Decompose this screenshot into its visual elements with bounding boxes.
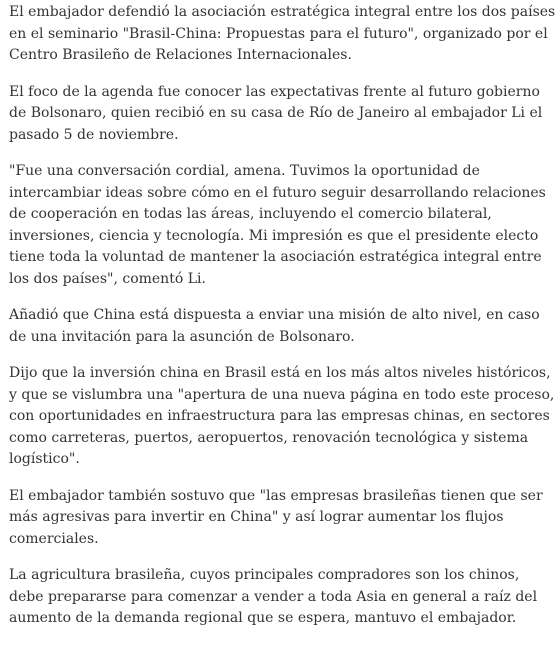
article-paragraph: Dijo que la inversión china en Brasil está en los más altos niveles históricos, y que se vislumbra una "apertura de una nueva página en todo este proceso, con oportunidades en infraestructura para las empresas chinas, en sectores como carreteras, puertos, aeropuertos, renovación tecnológica y sistema logístico". [9,365,555,467]
article-paragraph: Añadió que China está dispuesta a enviar una misión de alto nivel, en caso de una invitación para la asunción de Bolsonaro. [9,307,540,345]
article-paragraph: El embajador también sostuvo que "las empresas brasileñas tienen que ser más agresivas para invertir en China" y así lograr aumentar los flujos comerciales. [9,487,543,547]
article-paragraph: La agricultura brasileña, cuyos principales compradores son los chinos, debe prepararse para comenzar a vender a toda Asia en general a raíz del aumento de la demanda regional que se espera, mantuvo el embajador. [9,567,538,626]
article-body [9,2,557,645]
article-paragraph: "Fue una conversación cordial, amena. Tuvimos la oportunidad de intercambiar ideas sobre cómo en el futuro seguir desarrollando relaciones de cooperación en todas las áreas, incluyendo el comercio bilateral, inversiones, ciencia y tecnología. Mi impresión es que el presidente electo tiene toda la voluntad de mantener la asociación estratégica integral entre los dos países", comentó Li. [9,163,546,287]
article-paragraph: El embajador defendió la asociación estratégica integral entre los dos países en el seminario "Brasil-China: Propuestas para el futuro", organizado por el Centro Brasileño de Relaciones Internacionales. [9,4,556,63]
article-paragraph: El foco de la agenda fue conocer las expectativas frente al futuro gobierno de Bolsonaro, quien recibió en su casa de Río de Janeiro al embajador Li el pasado 5 de noviembre. [9,83,543,143]
